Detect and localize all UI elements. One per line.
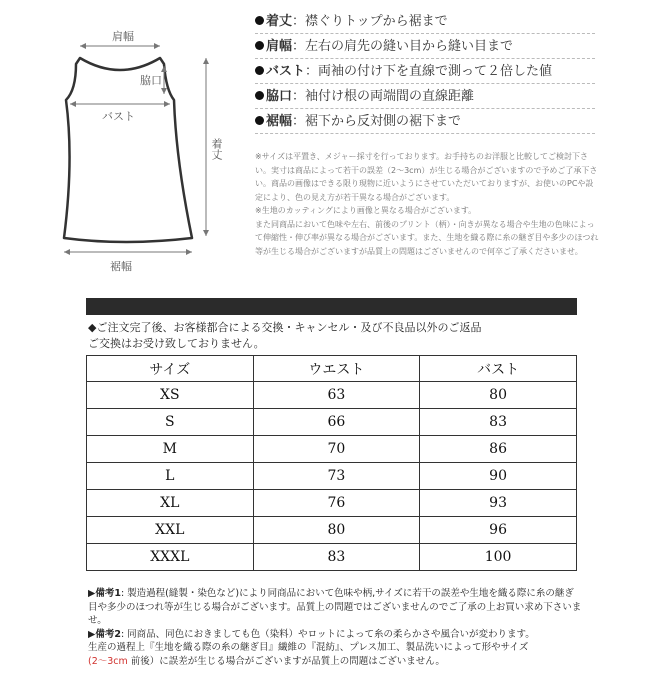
table-header-row: [87, 356, 577, 382]
shoulder-label: 肩幅: [112, 30, 134, 43]
table-row: XXXL 83 100: [87, 544, 577, 571]
note-paragraph: ※サイズは平置き、メジャー採寸を行っております。お手持ちのお洋服と比較してご検討下さい。実寸は商品によって若干の誤差（2～3cm）が生じる場合がございますので予めご了承下さい。商品の画像はできる限り現物に近いようにさせていただいておりますが、お使いのPCや設定により、色の見え方が若干異なる場合がございます。: [255, 152, 598, 202]
length-label: 着丈: [210, 138, 223, 160]
table-row: M 70 86: [87, 436, 577, 463]
order-policy-note: ◆ご注文完了後、お客様都合による交換・キャンセル・及び不良品以外のご返品 ご交換はお受け致しておりません。: [88, 321, 482, 350]
bullet-icon: ▶: [88, 628, 96, 640]
table-row: XL 76 93: [87, 490, 577, 517]
hem-label: 裾幅: [110, 260, 132, 273]
section-divider-bar: [86, 298, 577, 315]
definition-item: 肩幅：左右の肩先の縫い目から縫い目まで: [255, 35, 595, 58]
table-row: S 66 83: [87, 409, 577, 436]
column-header-waist: ウエスト: [253, 356, 420, 382]
bullet-icon: [255, 66, 264, 75]
bullet-icon: [255, 91, 264, 100]
note-paragraph: また同商品において色味や左右、前後のプリント（柄）・向きが異なる場合や生地の色味によって伸縮性・伸び率が異なる場合がございます。また、生地を織る際に糸の継ぎ目や多少のほつれ等が生じる場合がございますが品質上の問題はございませんので何卒ご了承くださいませ。: [255, 219, 599, 256]
definition-item: 脇口：袖付け根の両端間の直線距離: [255, 85, 595, 108]
definition-item: バスト：両袖の付け下を直線で測って２倍した値: [255, 60, 595, 83]
table-row: L 73 90: [87, 463, 577, 490]
note-paragraph: ※生地のカッティングにより画像と異なる場合がございます。: [255, 206, 477, 215]
bullet-icon: [255, 41, 264, 50]
bullet-icon: [255, 116, 264, 125]
bullet-icon: ▶: [88, 588, 96, 599]
column-header-bust: バスト: [420, 356, 577, 382]
table-row: XXL 80 96: [87, 517, 577, 544]
dress-diagram: [40, 20, 240, 280]
footnote-1: ▶備考1: 製造過程(縫製・染色など)により同商品において色味や柄,サイズに若干の誤差や生地を織る際に糸の継ぎ: [88, 588, 574, 599]
sizing-notes: [255, 150, 600, 258]
table-row: XS 63 80: [87, 382, 577, 409]
footnotes: ▶備考1: 製造過程(縫製・染色など)により同商品において色味や柄,サイズに若干の誤差や生地を織る際に糸の継ぎ 目や多少のほつれ等が生じる場合がございます。品質上の問題ではございませんのでご了承の上お買い求め下さいませ。 ▶備考2: 同商品、同色におきましても色（染料）やロットによって糸の柔らかさや風合いが変わります。 生産の過程上『生地を織る際の糸の継ぎ目』繊維の『混紡』、プレス加工、製品洗いによって形やサイズ (2～3cm 前後）に誤差が生じる場合がございますが品質上の問題はございません。: [88, 587, 588, 668]
size-table: [86, 355, 577, 571]
column-header-size: サイズ: [87, 356, 254, 382]
measurement-definitions: [255, 10, 595, 135]
bust-label: バスト: [102, 110, 135, 123]
definition-item: 着丈：襟ぐりトップから裾まで: [255, 10, 595, 33]
bullet-icon: [255, 16, 264, 25]
footnote-2: ▶備考2: 同商品、同色におきましても色（染料）やロットによって糸の柔らかさや風合いが変わります。: [88, 628, 535, 640]
definition-item: 裾幅：裾下から反対側の裾下まで: [255, 110, 595, 133]
armhole-label: 脇口: [140, 74, 162, 87]
